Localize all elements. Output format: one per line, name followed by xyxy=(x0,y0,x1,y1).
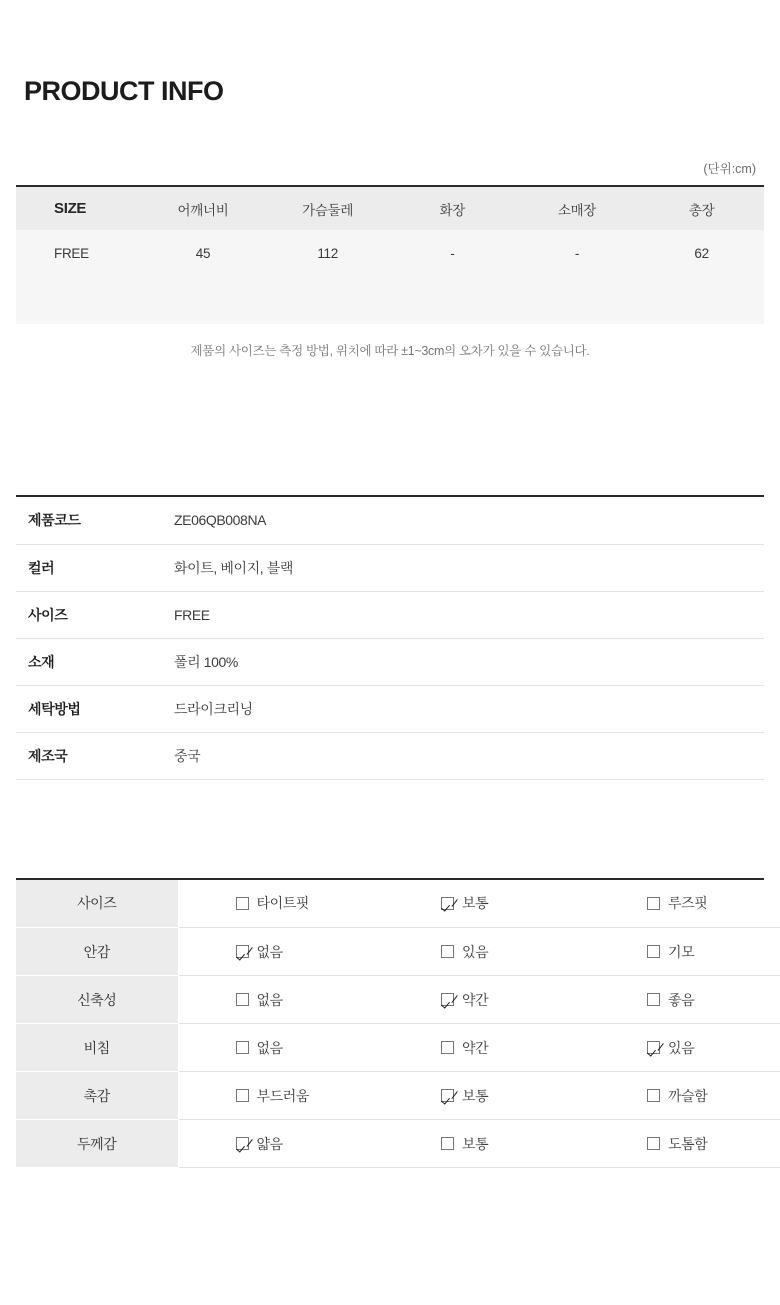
attribute-option-label: 보통 xyxy=(462,1135,489,1152)
size-cell-chest: 112 xyxy=(265,230,390,277)
size-col-header-chest: 가슴둘레 xyxy=(265,187,390,230)
table-row xyxy=(16,1024,780,1072)
attribute-option[interactable] xyxy=(180,1089,384,1103)
spec-value-material: 폴리 100% xyxy=(168,638,764,685)
attribute-option[interactable] xyxy=(591,1137,780,1151)
attribute-option-cell[interactable] xyxy=(590,1024,780,1072)
size-col-header-hwajang: 화장 xyxy=(390,187,515,230)
product-info-page xyxy=(0,18,780,1168)
spec-value-wash: 드라이크리닝 xyxy=(168,685,764,732)
size-col-header-sleeve: 소매장 xyxy=(515,187,640,230)
attribute-option-cell[interactable] xyxy=(178,1024,384,1072)
attribute-table-section xyxy=(16,878,764,1169)
table-row xyxy=(16,230,764,277)
attribute-option-label: 없음 xyxy=(256,943,283,960)
attribute-option-label: 있음 xyxy=(462,943,489,960)
attribute-option-cell[interactable] xyxy=(384,1024,590,1072)
checkbox-icon[interactable] xyxy=(236,897,249,910)
attribute-option-label: 약간 xyxy=(462,1039,489,1056)
attribute-option-cell[interactable] xyxy=(590,928,780,976)
checkbox-icon[interactable] xyxy=(236,993,249,1006)
size-table-filler-row xyxy=(16,277,764,324)
size-col-header-size: SIZE xyxy=(16,187,141,230)
attribute-option[interactable] xyxy=(385,1041,589,1055)
spec-value-origin: 중국 xyxy=(168,732,764,779)
attribute-option-cell[interactable] xyxy=(384,880,590,928)
table-row xyxy=(16,880,780,928)
attribute-label: 신축성 xyxy=(16,976,178,1024)
attribute-option-label: 보통 xyxy=(462,895,489,912)
checkbox-icon[interactable] xyxy=(236,1041,249,1054)
size-cell-hwajang: - xyxy=(390,230,515,277)
table-row xyxy=(16,976,780,1024)
attribute-option[interactable] xyxy=(591,896,780,910)
attribute-option-label: 약간 xyxy=(462,991,489,1008)
spec-label-size: 사이즈 xyxy=(16,591,168,638)
table-row xyxy=(16,497,764,544)
attribute-option-label: 얇음 xyxy=(256,1135,283,1152)
attribute-option-label: 없음 xyxy=(256,991,283,1008)
attribute-option[interactable] xyxy=(180,1137,384,1151)
checkbox-icon[interactable] xyxy=(647,1137,660,1150)
table-row xyxy=(16,1072,780,1120)
table-row xyxy=(16,591,764,638)
checkbox-icon[interactable] xyxy=(647,993,660,1006)
spec-label-color: 컬러 xyxy=(16,544,168,591)
attribute-option-cell[interactable] xyxy=(590,1072,780,1120)
checkbox-checked-icon[interactable] xyxy=(441,993,454,1006)
checkbox-checked-icon[interactable] xyxy=(236,1137,249,1150)
checkbox-icon[interactable] xyxy=(647,945,660,958)
attribute-option-label: 좋음 xyxy=(668,991,695,1008)
attribute-option-cell[interactable] xyxy=(178,1072,384,1120)
checkbox-icon[interactable] xyxy=(647,897,660,910)
attribute-option-cell[interactable] xyxy=(590,880,780,928)
checkbox-checked-icon[interactable] xyxy=(441,1089,454,1102)
spec-label-wash: 세탁방법 xyxy=(16,685,168,732)
checkbox-icon[interactable] xyxy=(647,1089,660,1102)
page-title: PRODUCT INFO xyxy=(24,76,224,107)
attribute-option-label: 타이트핏 xyxy=(256,895,309,912)
spec-value-product-code: ZE06QB008NA xyxy=(168,497,764,544)
table-row xyxy=(16,928,780,976)
attribute-label: 촉감 xyxy=(16,1072,178,1120)
attribute-option[interactable] xyxy=(180,1041,384,1055)
spec-label-material: 소재 xyxy=(16,638,168,685)
checkbox-icon[interactable] xyxy=(236,1089,249,1102)
size-cell-shoulder: 45 xyxy=(141,230,266,277)
attribute-option-label: 도톰함 xyxy=(668,1135,708,1152)
spec-value-size: FREE xyxy=(168,591,764,638)
size-col-header-shoulder: 어깨너비 xyxy=(141,187,266,230)
attribute-option[interactable] xyxy=(591,945,780,959)
spec-table-section xyxy=(16,495,764,780)
attribute-option-label: 부드러움 xyxy=(256,1087,309,1104)
attribute-option[interactable] xyxy=(591,993,780,1007)
spec-label-product-code: 제품코드 xyxy=(16,497,168,544)
checkbox-checked-icon[interactable] xyxy=(647,1041,660,1054)
size-table-section xyxy=(16,185,764,324)
spec-label-origin: 제조국 xyxy=(16,732,168,779)
attribute-option[interactable] xyxy=(591,1089,780,1103)
attribute-option[interactable] xyxy=(385,896,589,910)
attribute-option-cell[interactable] xyxy=(384,1120,590,1168)
spec-table xyxy=(16,497,764,780)
size-col-header-length: 총장 xyxy=(639,187,764,230)
attribute-option[interactable] xyxy=(385,945,589,959)
attribute-label: 안감 xyxy=(16,928,178,976)
attribute-label: 사이즈 xyxy=(16,880,178,928)
attribute-option[interactable] xyxy=(591,1041,780,1055)
attribute-option-cell[interactable] xyxy=(178,1120,384,1168)
table-row xyxy=(16,732,764,779)
attribute-label: 두께감 xyxy=(16,1120,178,1168)
spec-value-color: 화이트, 베이지, 블랙 xyxy=(168,544,764,591)
attribute-option-cell[interactable] xyxy=(590,976,780,1024)
attribute-option-label: 루즈핏 xyxy=(668,895,708,912)
attribute-option[interactable] xyxy=(180,896,384,910)
checkbox-icon[interactable] xyxy=(441,1041,454,1054)
attribute-option-label: 보통 xyxy=(462,1087,489,1104)
checkbox-icon[interactable] xyxy=(441,945,454,958)
attribute-option-label: 없음 xyxy=(256,1039,283,1056)
attribute-option[interactable] xyxy=(180,945,384,959)
table-row xyxy=(16,685,764,732)
size-table-filler xyxy=(16,277,764,324)
attribute-option-cell[interactable] xyxy=(178,928,384,976)
checkbox-checked-icon[interactable] xyxy=(441,897,454,910)
attribute-option-cell[interactable] xyxy=(384,928,590,976)
attribute-option-cell[interactable] xyxy=(384,976,590,1024)
checkbox-checked-icon[interactable] xyxy=(236,945,249,958)
size-caption: 제품의 사이즈는 측정 방법, 위치에 따라 ±1~3cm의 오차가 있을 수 있습니다. xyxy=(190,344,590,359)
size-table xyxy=(16,187,764,324)
table-row xyxy=(16,638,764,685)
attribute-option-cell[interactable] xyxy=(178,976,384,1024)
unit-note: (단위:cm) xyxy=(703,162,756,177)
attribute-option[interactable] xyxy=(385,1089,589,1103)
attribute-option-label: 기모 xyxy=(668,943,695,960)
attribute-option-label: 있음 xyxy=(668,1039,695,1056)
attribute-option-cell[interactable] xyxy=(384,1072,590,1120)
attribute-option-cell[interactable] xyxy=(178,880,384,928)
table-row xyxy=(16,544,764,591)
table-row xyxy=(16,1120,780,1168)
size-cell-sleeve: - xyxy=(515,230,640,277)
size-cell-length: 62 xyxy=(639,230,764,277)
size-table-header-row xyxy=(16,187,764,230)
attribute-option-label: 까슬함 xyxy=(668,1087,708,1104)
attribute-option[interactable] xyxy=(180,993,384,1007)
attribute-option-cell[interactable] xyxy=(590,1120,780,1168)
attribute-option[interactable] xyxy=(385,1137,589,1151)
checkbox-icon[interactable] xyxy=(441,1137,454,1150)
size-cell-size: FREE xyxy=(16,230,141,277)
attribute-table xyxy=(16,880,780,1169)
attribute-label: 비침 xyxy=(16,1024,178,1072)
attribute-option[interactable] xyxy=(385,993,589,1007)
